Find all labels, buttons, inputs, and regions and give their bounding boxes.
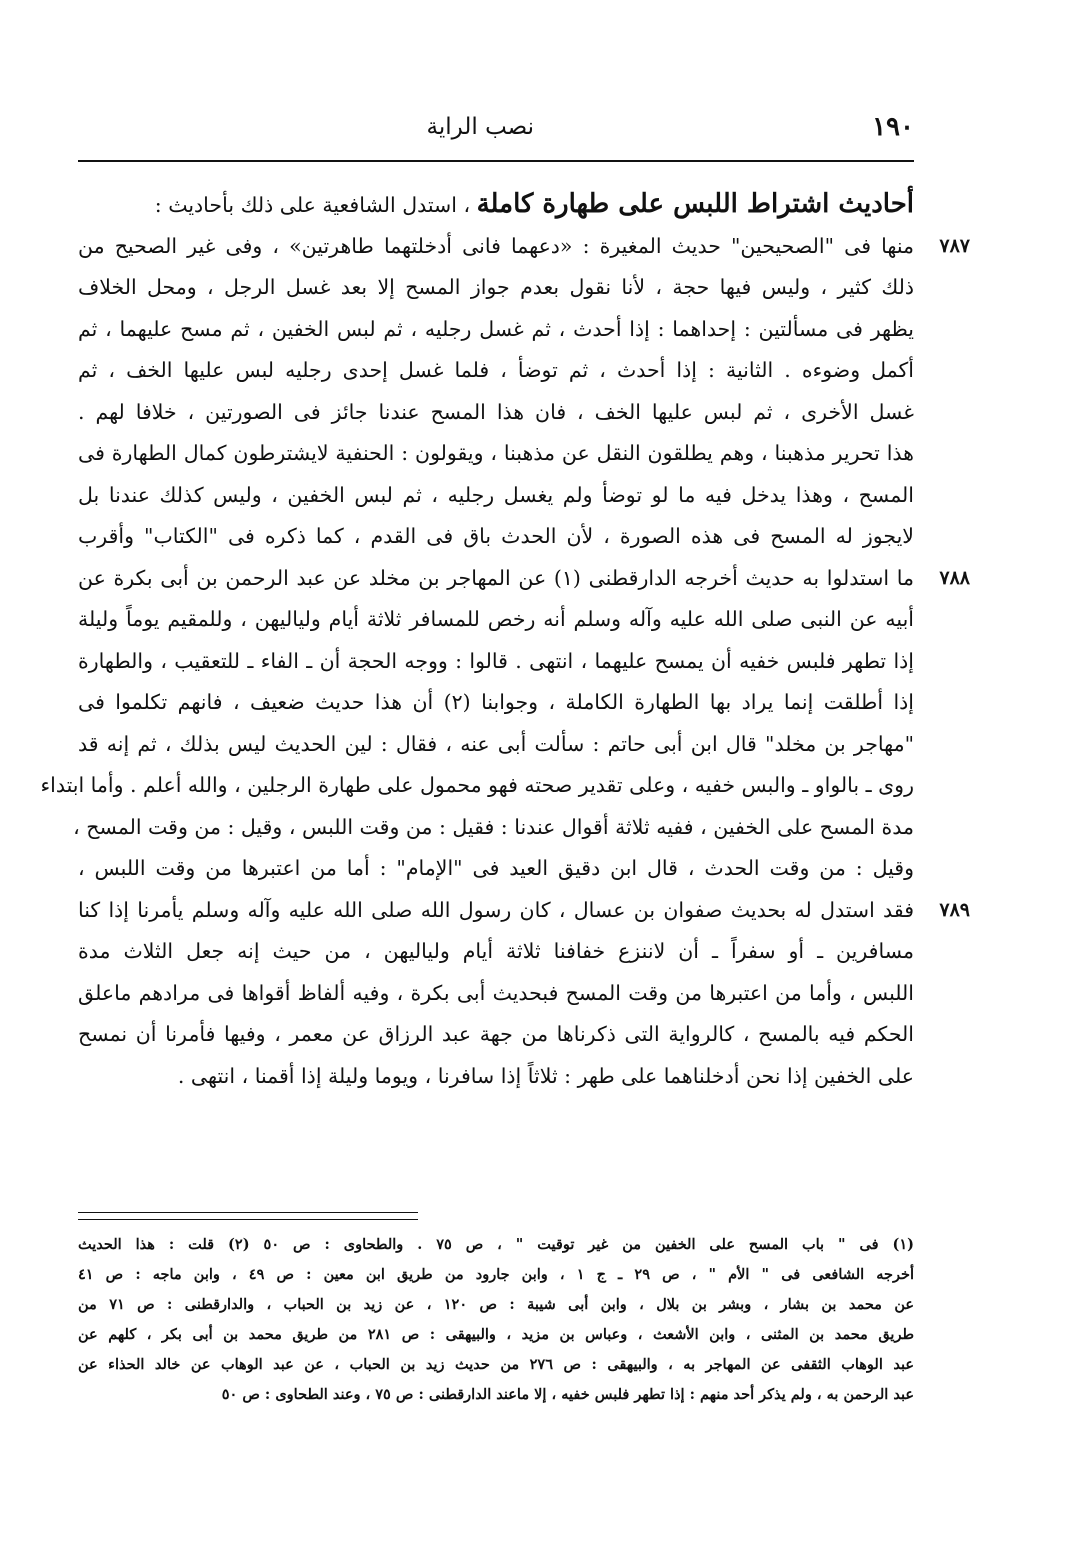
text-line xyxy=(78,558,970,600)
text-line xyxy=(78,1014,914,1056)
line-text: أبيه عن النبى صلى الله عليه وآله وسلم أنه رخص للمسافر ثلاثة أيام ولياليهن ، وللمقيم يوماً وليلة xyxy=(78,607,914,631)
text-line xyxy=(78,267,914,309)
hadith-number: ٧٨٧ xyxy=(939,234,970,257)
line-text: ما استدلوا به حديث أخرجه الدارقطنى (١) عن المهاجر بن مخلد عن عبد الرحمن بن أبى بكرة عن xyxy=(78,565,915,590)
text-line xyxy=(78,433,914,475)
footnotes xyxy=(78,1230,914,1410)
footnote-line: أخرجه الشافعى فى " الأم " ، ص ٢٩ ـ ج ١ ، وابن جارود من طريق ابن معين : ص ٤٩ ، وابن ماجه : ص ٤١ xyxy=(78,1266,914,1283)
line-text: "مهاجر بن مخلد" قال ابن أبى حاتم : سألت أبى عنه ، فقال : لين الحديث ليس بذلك ، ثم إنه قد xyxy=(78,731,914,756)
line-text: وقيل : من وقت الحدث ، قال ابن دقيق العيد فى "الإمام" : أما من اعتبرها من وقت اللبس ، xyxy=(78,856,914,880)
footnote-separator xyxy=(78,1212,418,1220)
line-text: اللبس ، وأما من اعتبرها من وقت المسح فبحديث أبى بكرة ، وفيه ألفاظ أقواها فى مرادهم ماعلق xyxy=(78,980,914,1005)
text-line xyxy=(78,226,970,268)
text-line xyxy=(78,599,914,641)
text-line xyxy=(78,848,914,890)
text-line xyxy=(40,765,914,807)
line-text: منها فى "الصحيحين" حديث المغيرة : «دعهما فانى أدخلتهما طاهرتين» ، وفى غير الصحيح من xyxy=(78,233,914,258)
text-line xyxy=(78,931,914,973)
line-text: مدة المسح على الخفين ، ففيه ثلاثة أقوال عندنا : فقيل : من وقت اللبس ، وقيل : من وقت المسح ، xyxy=(73,814,914,839)
line-text: على الخفين إذا نحن أدخلناهما على طهر : ثلاثاً إذا سافرنا ، ويوما وليلة إذا أقمنا ، انتهى . xyxy=(177,1063,914,1088)
text-line xyxy=(78,309,914,351)
line-text: المسح ، وهذا يدخل فيه ما لو توضأ ولم يغسل رجليه ، ثم لبس الخفين ، وليس كذلك عندنا بل xyxy=(78,482,914,507)
line-text: روى ـ بالواو ـ والبس خفيه ، وعلى تقدير صحته فهو محمول على طهارة الرجلين ، والله أعلم . وأما ابتداء xyxy=(40,773,914,797)
line-text: مسافرين ـ أو سفراً ـ أن لاننزع خفافنا ثلاثة أيام ولياليهن ، من حيث إنه جعل الثلاث مدة xyxy=(78,939,914,963)
hadith-number: ٧٨٩ xyxy=(939,898,970,921)
footnote-line: طريق محمد بن المثنى ، وابن الأشعث ، وعباس بن مزيد ، والبيهقى : ص ٢٨١ من طريق محمد بن أبى بكر ، كلهم عن xyxy=(78,1326,915,1343)
text-line xyxy=(78,641,914,683)
line-text: هذا تحرير مذهبنا ، وهم يطلقون النقل عن مذهبنا ، ويقولون : الحنفية لايشترطون كمال الطهارة فى xyxy=(78,441,914,465)
page-header xyxy=(78,112,914,152)
line-text: أكمل وضوءه . الثانية : إذا أحدث ، ثم توضأ ، فلما غسل إحدى رجليه لبس عليها الخف ، ثم xyxy=(78,358,914,382)
line-text: إذا أطلقت إنما يراد بها الطهارة الكاملة ، وجوابنا (٢) أن هذا حديث ضعيف ، فانهم تكلموا فى xyxy=(78,690,914,714)
footnote-line: (١) فى " باب المسح على الخفين من غير توقيت " ، ص ٧٥ . والطحاوى : ص ٥٠ (٢) قلت : هذا الحديث xyxy=(78,1236,914,1253)
text-line xyxy=(73,807,914,849)
line-text: ذلك كثير ، وليس فيها حجة ، لأنا نقول بعدم جواز المسح إلا بعد غسل الرجل ، ومحل الخلاف xyxy=(78,275,914,299)
main-text xyxy=(40,184,970,1097)
line-text: غسل الأخرى ، ثم لبس عليها الخف ، فان هذا المسح عندنا جائز فى الصورتين ، خلافا لهم . xyxy=(78,399,914,424)
text-line xyxy=(78,890,970,932)
line-text: فقد استدل له بحديث صفوان بن عسال ، كان رسول الله صلى الله عليه وآله وسلم يأمرنا إذا كنا xyxy=(78,897,914,922)
text-line xyxy=(78,475,914,517)
section-heading-line xyxy=(78,184,914,226)
running-title: نصب الراية xyxy=(426,114,534,140)
text-line xyxy=(78,724,914,766)
text-line xyxy=(78,516,914,558)
page-number: ١٩٠ xyxy=(872,112,914,142)
footnote-line: عبد الوهاب الثقفى عن المهاجر به ، والبيهقى : ص ٢٧٦ من حديث زيد بن الحباب ، عن عبد الوهاب عن خالد الحذاء عن xyxy=(78,1356,914,1373)
text-line xyxy=(78,350,914,392)
line-text: الحكم فيه بالمسح ، كالرواية التى ذكرناها من جهة عبد الرزاق عن معمر ، وفيها فأمرنا أن نمسح xyxy=(78,1022,914,1046)
line-text: يظهر فى مسألتين : إحداهما : إذا أحدث ، ثم غسل رجليه ، ثم لبس الخفين ، ثم مسح عليهما ، ثم xyxy=(78,316,914,341)
text-line xyxy=(78,682,914,724)
line-text: لايجوز له المسح فى هذه الصورة ، لأن الحدث باق فى القدم ، كما ذكره فى "الكتاب" وأقرب xyxy=(78,524,914,548)
text-line xyxy=(78,973,914,1015)
hadith-number: ٧٨٨ xyxy=(939,566,970,589)
text-line xyxy=(78,1056,914,1098)
footnote-line: عبد الرحمن به ، ولم يذكر أحد منهم : إذا تطهر فلبس خفيه ، إلا ماعند الدارقطنى : ص ٧٥ ، وعند الطحاوى : ص ٥٠ xyxy=(221,1386,914,1403)
header-rule xyxy=(78,160,914,162)
book-page xyxy=(40,0,970,1554)
footnote-line: عن محمد بن بشار ، وبشر بن بلال ، وابن أبى شيبة : ص ١٢٠ ، عن زيد بن الحباب ، والدارقطنى : ص ٧١ من xyxy=(78,1296,915,1313)
section-heading: أحاديث اشتراط اللبس على طهارة كاملة xyxy=(476,189,914,219)
heading-continuation: ، استدل الشافعية على ذلك بأحاديث : xyxy=(154,193,471,217)
text-line xyxy=(78,392,914,434)
line-text: إذا تطهر فلبس خفيه أن يمسح عليهما ، انتهى . قالوا : ووجه الحجة أن ـ الفاء ـ للتعقيب ، والطهارة xyxy=(78,648,914,673)
